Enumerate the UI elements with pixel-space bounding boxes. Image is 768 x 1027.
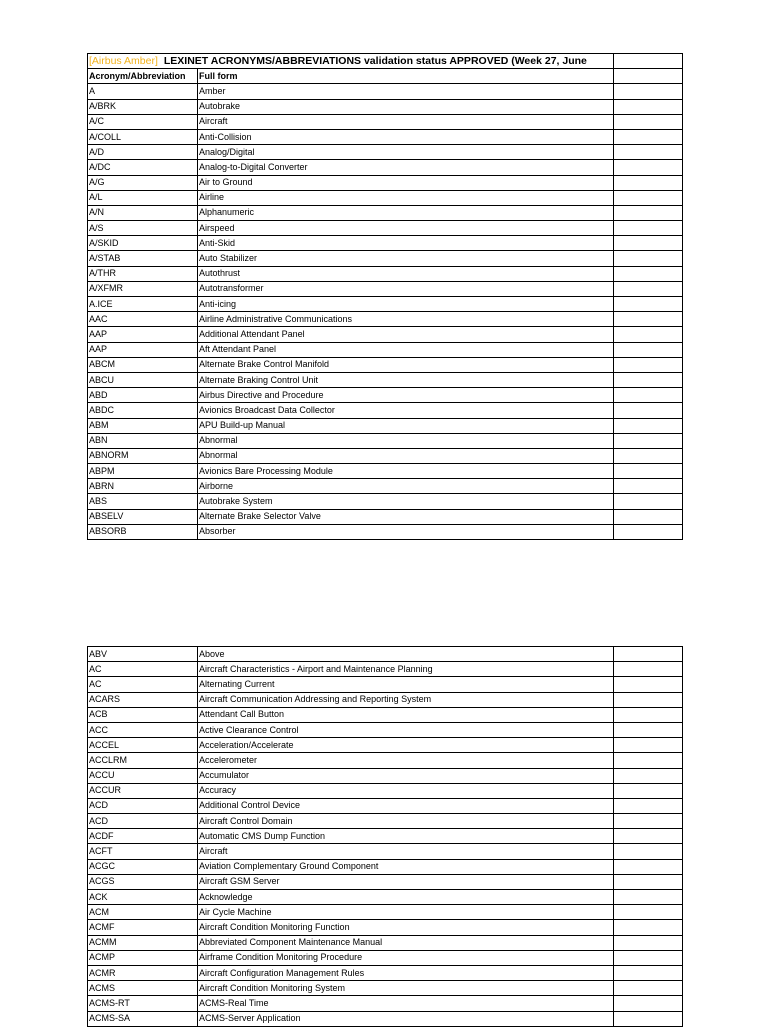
column-header-acronym: Acronym/Abbreviation xyxy=(88,69,198,84)
empty-cell xyxy=(614,464,683,479)
acronym-cell: ACMS-SA xyxy=(88,1011,198,1026)
acronym-cell: A/D xyxy=(88,145,198,160)
fullform-cell: Aircraft GSM Server xyxy=(198,874,614,889)
empty-cell xyxy=(614,950,683,965)
fullform-cell: Aircraft Control Domain xyxy=(198,814,614,829)
empty-cell xyxy=(614,342,683,357)
acronym-cell: ABSELV xyxy=(88,509,198,524)
table-row xyxy=(88,874,683,889)
table-row xyxy=(88,905,683,920)
acronym-cell: ACCU xyxy=(88,768,198,783)
empty-cell xyxy=(614,54,683,69)
fullform-cell: Avionics Broadcast Data Collector xyxy=(198,403,614,418)
empty-cell xyxy=(614,844,683,859)
fullform-cell: ACMS-Real Time xyxy=(198,996,614,1011)
acronym-cell: AAP xyxy=(88,342,198,357)
empty-cell xyxy=(614,965,683,980)
table-row xyxy=(88,890,683,905)
fullform-cell: Autothrust xyxy=(198,266,614,281)
empty-cell xyxy=(614,890,683,905)
table-row xyxy=(88,783,683,798)
empty-cell xyxy=(614,403,683,418)
empty-cell xyxy=(614,738,683,753)
fullform-cell: Aircraft Communication Addressing and Reporting System xyxy=(198,692,614,707)
empty-cell xyxy=(614,494,683,509)
empty-cell xyxy=(614,874,683,889)
table-row xyxy=(88,950,683,965)
table-row xyxy=(88,372,683,387)
empty-cell xyxy=(614,722,683,737)
acronym-cell: ACARS xyxy=(88,692,198,707)
fullform-cell: ACMS-Server Application xyxy=(198,1011,614,1026)
fullform-cell: Air to Ground xyxy=(198,175,614,190)
empty-cell xyxy=(614,647,683,662)
fullform-cell: Amber xyxy=(198,84,614,99)
empty-cell xyxy=(614,798,683,813)
fullform-cell: Airline Administrative Communications xyxy=(198,312,614,327)
fullform-cell: Automatic CMS Dump Function xyxy=(198,829,614,844)
acronym-cell: A/DC xyxy=(88,160,198,175)
table-row xyxy=(88,205,683,220)
table-row xyxy=(88,342,683,357)
table-row xyxy=(88,509,683,524)
fullform-cell: Alternate Braking Control Unit xyxy=(198,372,614,387)
acronym-cell: ACMR xyxy=(88,965,198,980)
fullform-cell: Aft Attendant Panel xyxy=(198,342,614,357)
empty-cell xyxy=(614,524,683,539)
table-row xyxy=(88,221,683,236)
table-row xyxy=(88,524,683,539)
empty-cell xyxy=(614,935,683,950)
acronym-cell: ABN xyxy=(88,433,198,448)
table-row xyxy=(88,388,683,403)
fullform-cell: Above xyxy=(198,647,614,662)
acronym-cell: ACGS xyxy=(88,874,198,889)
empty-cell xyxy=(614,190,683,205)
table-row xyxy=(88,403,683,418)
acronym-cell: A/SKID xyxy=(88,236,198,251)
fullform-cell: Abbreviated Component Maintenance Manual xyxy=(198,935,614,950)
acronym-cell: ABD xyxy=(88,388,198,403)
fullform-cell: Accuracy xyxy=(198,783,614,798)
table-row xyxy=(88,464,683,479)
fullform-cell: Alternate Brake Selector Valve xyxy=(198,509,614,524)
acronym-cell: ACMS-RT xyxy=(88,996,198,1011)
acronym-cell: ACD xyxy=(88,814,198,829)
table-row xyxy=(88,738,683,753)
fullform-cell: Absorber xyxy=(198,524,614,539)
fullform-cell: Accelerometer xyxy=(198,753,614,768)
empty-cell xyxy=(614,433,683,448)
acronym-cell: A/S xyxy=(88,221,198,236)
acronym-cell: ACCLRM xyxy=(88,753,198,768)
empty-cell xyxy=(614,920,683,935)
empty-cell xyxy=(614,814,683,829)
fullform-cell: Anti-Collision xyxy=(198,129,614,144)
acronym-cell: AC xyxy=(88,677,198,692)
acronym-cell: AAC xyxy=(88,312,198,327)
table-row xyxy=(88,129,683,144)
table-row xyxy=(88,707,683,722)
empty-cell xyxy=(614,372,683,387)
fullform-cell: Alphanumeric xyxy=(198,205,614,220)
acronym-cell: ACCUR xyxy=(88,783,198,798)
acronym-table-page-section-2 xyxy=(87,646,683,1027)
table-row xyxy=(88,99,683,114)
table-row xyxy=(88,312,683,327)
table-row xyxy=(88,965,683,980)
empty-cell xyxy=(614,662,683,677)
empty-cell xyxy=(614,160,683,175)
acronym-cell: ABDC xyxy=(88,403,198,418)
fullform-cell: Abnormal xyxy=(198,433,614,448)
empty-cell xyxy=(614,251,683,266)
fullform-cell: Alternating Current xyxy=(198,677,614,692)
empty-cell xyxy=(614,753,683,768)
acronym-cell: ACK xyxy=(88,890,198,905)
title-text: LEXINET ACRONYMS/ABBREVIATIONS validation status APPROVED (Week 27, June xyxy=(163,54,587,67)
fullform-cell: Additional Control Device xyxy=(198,798,614,813)
empty-cell xyxy=(614,236,683,251)
acronym-cell: ACB xyxy=(88,707,198,722)
acronym-cell: A/THR xyxy=(88,266,198,281)
empty-cell xyxy=(614,99,683,114)
acronym-cell: ACMP xyxy=(88,950,198,965)
table-row xyxy=(88,175,683,190)
fullform-cell: Airframe Condition Monitoring Procedure xyxy=(198,950,614,965)
fullform-cell: Alternate Brake Control Manifold xyxy=(198,357,614,372)
acronym-cell: A.ICE xyxy=(88,297,198,312)
table-row xyxy=(88,190,683,205)
fullform-cell: Active Clearance Control xyxy=(198,722,614,737)
table-row xyxy=(88,479,683,494)
fullform-cell: Aircraft Condition Monitoring System xyxy=(198,981,614,996)
empty-cell xyxy=(614,859,683,874)
empty-cell xyxy=(614,448,683,463)
table-row xyxy=(88,829,683,844)
empty-cell xyxy=(614,829,683,844)
column-header-row xyxy=(88,69,683,84)
document-title xyxy=(88,54,614,69)
table-row xyxy=(88,448,683,463)
empty-cell xyxy=(614,205,683,220)
fullform-cell: APU Build-up Manual xyxy=(198,418,614,433)
acronym-cell: ACCEL xyxy=(88,738,198,753)
table-row xyxy=(88,647,683,662)
fullform-cell: Accumulator xyxy=(198,768,614,783)
table-row xyxy=(88,357,683,372)
acronym-cell: A/C xyxy=(88,114,198,129)
acronym-cell: ACMF xyxy=(88,920,198,935)
table-row xyxy=(88,996,683,1011)
table-row xyxy=(88,920,683,935)
acronym-cell: ABCM xyxy=(88,357,198,372)
acronym-cell: ACDF xyxy=(88,829,198,844)
acronym-cell: A/XFMR xyxy=(88,281,198,296)
fullform-cell: Airbus Directive and Procedure xyxy=(198,388,614,403)
empty-cell xyxy=(614,981,683,996)
fullform-cell: Aircraft Condition Monitoring Function xyxy=(198,920,614,935)
table-row xyxy=(88,981,683,996)
empty-cell xyxy=(614,479,683,494)
table-row xyxy=(88,297,683,312)
table-row xyxy=(88,814,683,829)
table-row xyxy=(88,114,683,129)
table-row xyxy=(88,418,683,433)
fullform-cell: Aviation Complementary Ground Component xyxy=(198,859,614,874)
acronym-cell: ACMM xyxy=(88,935,198,950)
acronym-cell: ABPM xyxy=(88,464,198,479)
acronym-cell: ACM xyxy=(88,905,198,920)
acronym-cell: ABM xyxy=(88,418,198,433)
table-row xyxy=(88,327,683,342)
fullform-cell: Airborne xyxy=(198,479,614,494)
fullform-cell: Anti-icing xyxy=(198,297,614,312)
fullform-cell: Analog/Digital xyxy=(198,145,614,160)
fullform-cell: Auto Stabilizer xyxy=(198,251,614,266)
brand-label: [Airbus Amber] xyxy=(89,54,158,67)
empty-cell xyxy=(614,297,683,312)
table-row xyxy=(88,266,683,281)
empty-cell xyxy=(614,69,683,84)
empty-cell xyxy=(614,418,683,433)
title-row xyxy=(88,54,683,69)
fullform-cell: Acknowledge xyxy=(198,890,614,905)
empty-cell xyxy=(614,388,683,403)
empty-cell xyxy=(614,266,683,281)
table-row xyxy=(88,677,683,692)
fullform-cell: Attendant Call Button xyxy=(198,707,614,722)
acronym-cell: ABS xyxy=(88,494,198,509)
acronym-cell: ACC xyxy=(88,722,198,737)
empty-cell xyxy=(614,281,683,296)
acronym-cell: ABCU xyxy=(88,372,198,387)
acronym-cell: ABNORM xyxy=(88,448,198,463)
empty-cell xyxy=(614,768,683,783)
table-row xyxy=(88,935,683,950)
acronym-cell: AC xyxy=(88,662,198,677)
acronym-cell: ABV xyxy=(88,647,198,662)
table-row xyxy=(88,160,683,175)
fullform-cell: Additional Attendant Panel xyxy=(198,327,614,342)
fullform-cell: Analog-to-Digital Converter xyxy=(198,160,614,175)
acronym-cell: A/G xyxy=(88,175,198,190)
empty-cell xyxy=(614,145,683,160)
empty-cell xyxy=(614,905,683,920)
fullform-cell: Acceleration/Accelerate xyxy=(198,738,614,753)
acronym-cell: AAP xyxy=(88,327,198,342)
acronym-cell: ACD xyxy=(88,798,198,813)
table-row xyxy=(88,844,683,859)
acronym-cell: A/STAB xyxy=(88,251,198,266)
fullform-cell: Anti-Skid xyxy=(198,236,614,251)
table-row xyxy=(88,692,683,707)
empty-cell xyxy=(614,357,683,372)
table-row xyxy=(88,859,683,874)
empty-cell xyxy=(614,175,683,190)
empty-cell xyxy=(614,677,683,692)
fullform-cell: Airspeed xyxy=(198,221,614,236)
fullform-cell: Aircraft xyxy=(198,114,614,129)
acronym-cell: A/BRK xyxy=(88,99,198,114)
fullform-cell: Abnormal xyxy=(198,448,614,463)
acronym-table-page-section-1 xyxy=(87,53,683,540)
acronym-cell: ABRN xyxy=(88,479,198,494)
acronym-cell: ABSORB xyxy=(88,524,198,539)
empty-cell xyxy=(614,114,683,129)
acronym-cell: ACMS xyxy=(88,981,198,996)
empty-cell xyxy=(614,221,683,236)
acronym-cell: ACFT xyxy=(88,844,198,859)
empty-cell xyxy=(614,129,683,144)
fullform-cell: Autotransformer xyxy=(198,281,614,296)
acronym-cell: A/COLL xyxy=(88,129,198,144)
table-row xyxy=(88,753,683,768)
table-row xyxy=(88,433,683,448)
acronym-cell: A/L xyxy=(88,190,198,205)
fullform-cell: Airline xyxy=(198,190,614,205)
empty-cell xyxy=(614,783,683,798)
table-row xyxy=(88,662,683,677)
acronym-cell: A/N xyxy=(88,205,198,220)
empty-cell xyxy=(614,84,683,99)
fullform-cell: Autobrake xyxy=(198,99,614,114)
fullform-cell: Air Cycle Machine xyxy=(198,905,614,920)
table-row xyxy=(88,281,683,296)
table-row xyxy=(88,145,683,160)
fullform-cell: Avionics Bare Processing Module xyxy=(198,464,614,479)
empty-cell xyxy=(614,327,683,342)
table-row xyxy=(88,722,683,737)
empty-cell xyxy=(614,692,683,707)
empty-cell xyxy=(614,312,683,327)
table-row xyxy=(88,768,683,783)
table-row xyxy=(88,494,683,509)
acronym-cell: A xyxy=(88,84,198,99)
fullform-cell: Aircraft xyxy=(198,844,614,859)
table-row xyxy=(88,84,683,99)
column-header-fullform: Full form xyxy=(198,69,614,84)
empty-cell xyxy=(614,996,683,1011)
empty-cell xyxy=(614,509,683,524)
fullform-cell: Aircraft Characteristics - Airport and Maintenance Planning xyxy=(198,662,614,677)
fullform-cell: Autobrake System xyxy=(198,494,614,509)
fullform-cell: Aircraft Configuration Management Rules xyxy=(198,965,614,980)
table-row xyxy=(88,798,683,813)
table-row xyxy=(88,236,683,251)
table-row xyxy=(88,251,683,266)
acronym-cell: ACGC xyxy=(88,859,198,874)
empty-cell xyxy=(614,707,683,722)
